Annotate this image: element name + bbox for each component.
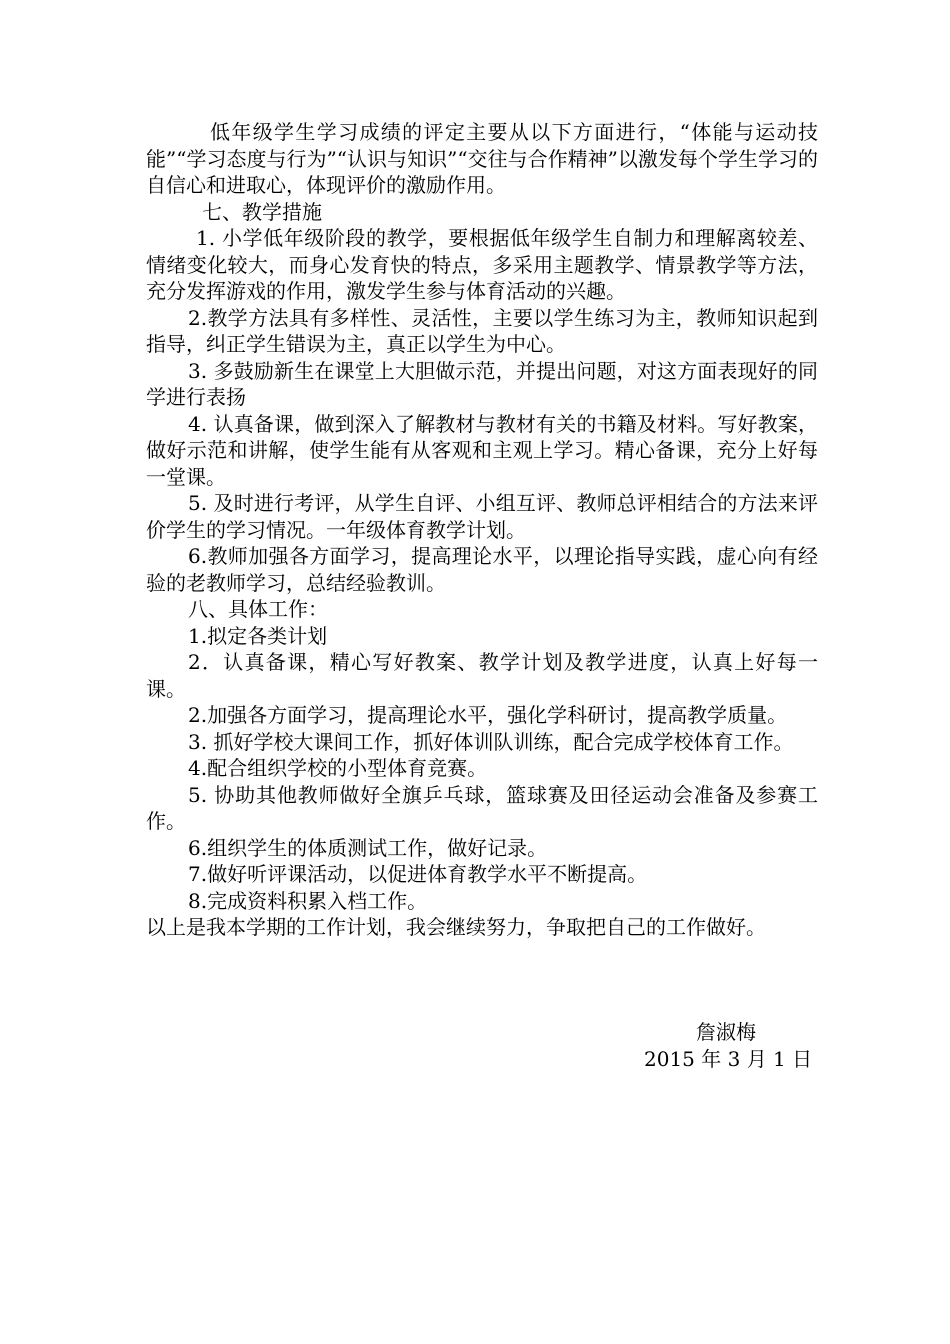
list-item-work-8: 8.完成资料积累入档工作。: [188, 888, 428, 913]
section-heading-specific-work: 八、具体工作：: [188, 597, 328, 621]
list-item-work-5: 5. 协助其他教师做好全旗乒乓球，篮球赛及田径运动会准备及参赛工作。: [146, 782, 818, 833]
list-item-work-1: 1.拟定各类计划: [188, 623, 328, 648]
paragraph-measure-4: 4. 认真备课，做到深入了解教材与教材有关的书籍及材料。写好教案，做好示范和讲解，使学生能有从客观和主观上学习。精心备课，充分上好每一堂课。: [146, 411, 818, 489]
paragraph-measure-2: 2.教学方法具有多样性、灵活性，主要以学生练习为主，教师知识起到指导，纠正学生错误为主，真正以学生为中心。: [146, 305, 818, 356]
closing-statement: 以上是我本学期的工作计划，我会继续努力，争取把自己的工作做好。: [146, 915, 766, 939]
paragraph-measure-5: 5. 及时进行考评，从学生自评、小组互评、教师总评相结合的方法来评价学生的学习情况。一年级体育教学计划。: [146, 491, 818, 542]
paragraph-evaluation: 低年级学生学习成绩的评定主要从以下方面进行，“体能与运动技能”“学习态度与行为”“认识与知识”“交往与合作精神”以激发每个学生学习的自信心和进取心，体现评价的激励作用。: [146, 120, 818, 197]
list-item-work-3: 3. 抓好学校大课间工作，抓好体训队训练，配合完成学校体育工作。: [188, 729, 794, 754]
paragraph-measure-6: 6.教师加强各方面学习，提高理论水平，以理论指导实践，虚心向有经验的老教师学习，总结经验教训。: [146, 544, 818, 595]
list-item-work-2b: 2.加强各方面学习，提高理论水平，强化学科研讨，提高教学质量。: [188, 703, 788, 727]
list-item-work-2a: 2．认真备课，精心写好教案、教学计划及教学进度，认真上好每一课。: [146, 650, 818, 701]
signature-date: 2015 年 3 月 1 日: [644, 1047, 813, 1071]
list-item-work-7: 7.做好听评课活动，以促进体育教学水平不断提高。: [188, 862, 648, 886]
paragraph-measure-3: 3. 多鼓励新生在课堂上大胆做示范，并提出问题，对这方面表现好的同学进行表扬: [146, 358, 818, 409]
document-body: [146, 119, 818, 941]
list-item-work-6: 6.组织学生的体质测试工作，做好记录。: [188, 835, 548, 860]
paragraph-measure-1: 1. 小学低年级阶段的教学，要根据低年级学生自制力和理解离较差、情绪变化较大，而身心发育快的特点，多采用主题教学、情景教学等方法，充分发挥游戏的作用，激发学生参与体育活动的兴趣。: [146, 226, 818, 303]
list-item-work-4: 4.配合组织学校的小型体育竞赛。: [188, 756, 488, 780]
section-heading-teaching-measures: 七、教学措施: [202, 199, 322, 224]
signature-name: 詹淑梅: [696, 1020, 756, 1044]
